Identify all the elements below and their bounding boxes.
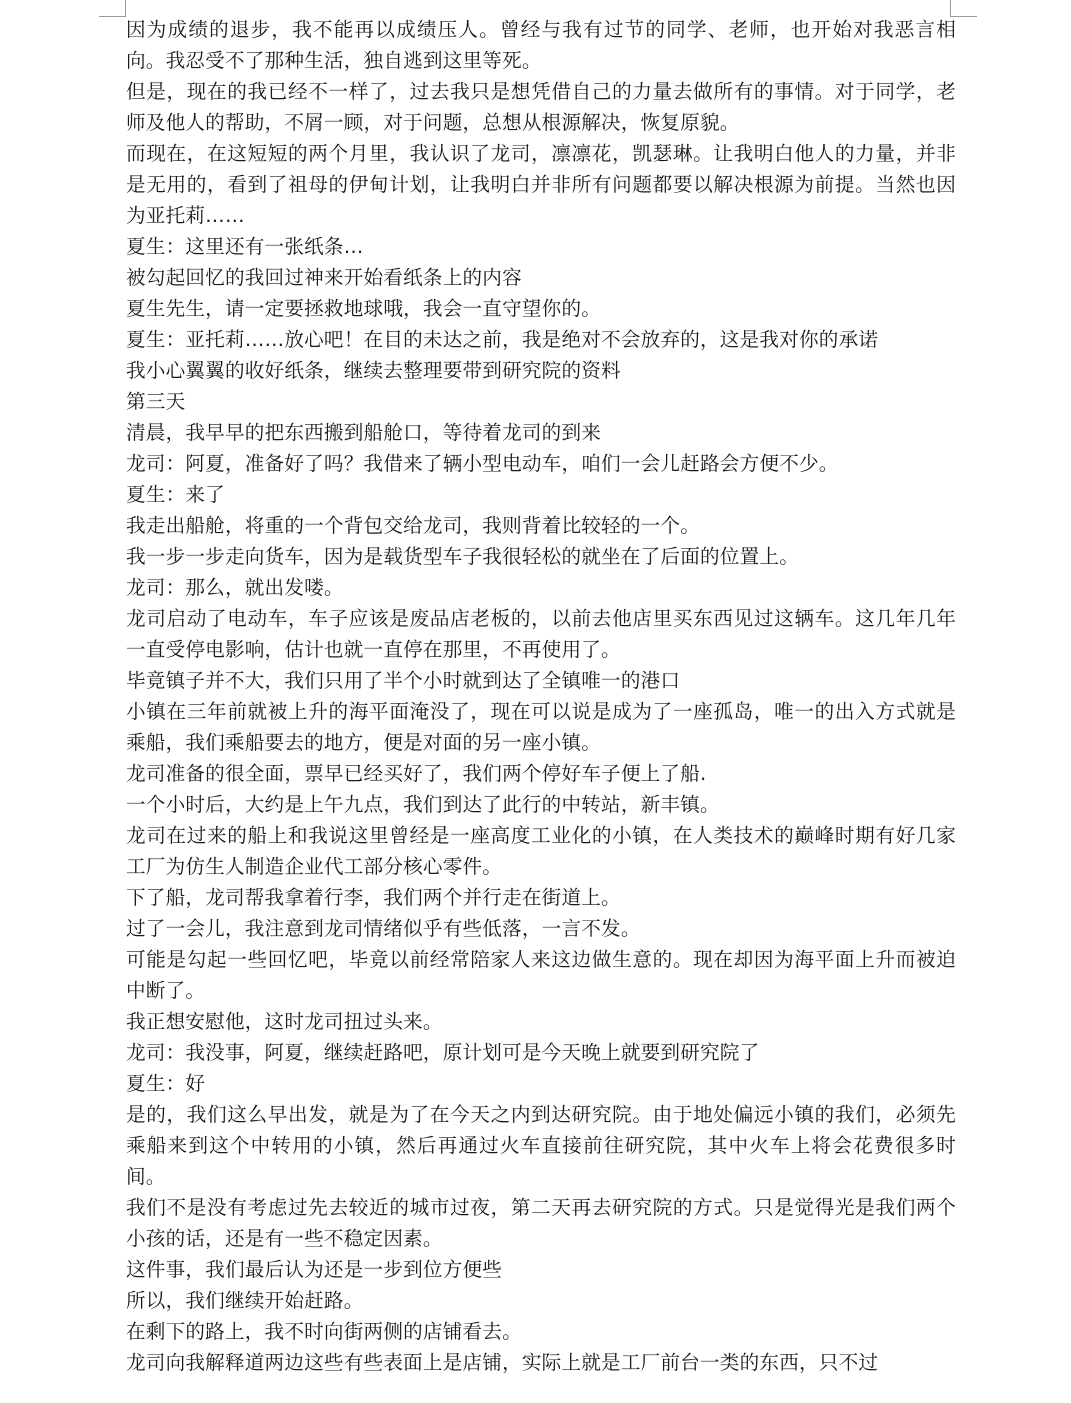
chapter-heading: 第三天 bbox=[126, 390, 186, 413]
document-text-body bbox=[126, 14, 956, 1378]
paragraph: 龙司向我解释道两边这些有些表面上是店铺，实际上就是工厂前台一类的东西，只不过 bbox=[126, 1351, 879, 1374]
paragraph: 清晨，我早早的把东西搬到船舱口，等待着龙司的到来 bbox=[126, 421, 602, 444]
paragraph: 但是，现在的我已经不一样了，过去我只是想凭借自己的力量去做所有的事情。对于同学，老师及他人的帮助，不屑一顾，对于问题，总想从根源解决，恢复原貌。 bbox=[126, 80, 956, 134]
dialogue-line: 夏生：来了 bbox=[126, 483, 225, 506]
paragraph: 被勾起回忆的我回过神来开始看纸条上的内容 bbox=[126, 266, 522, 289]
paragraph: 我一步一步走向货车，因为是载货型车子我很轻松的就坐在了后面的位置上。 bbox=[126, 545, 799, 568]
paragraph: 而现在，在这短短的两个月里，我认识了龙司，凛凛花，凯瑟琳。让我明白他人的力量，并非是无用的，看到了祖母的伊甸计划，让我明白并非所有问题都要以解决根源为前提。当然也因为亚托莉…… bbox=[126, 142, 956, 227]
dialogue-line: 夏生：这里还有一张纸条… bbox=[126, 235, 364, 258]
paragraph: 一个小时后，大约是上午九点，我们到达了此行的中转站，新丰镇。 bbox=[126, 793, 720, 816]
paragraph: 过了一会儿，我注意到龙司情绪似乎有些低落，一言不发。 bbox=[126, 917, 641, 940]
paragraph: 龙司准备的很全面，票早已经买好了，我们两个停好车子便上了船. bbox=[126, 762, 707, 785]
dialogue-line: 龙司：我没事，阿夏，继续赶路吧，原计划可是今天晚上就要到研究院了 bbox=[126, 1041, 760, 1064]
paragraph: 因为成绩的退步，我不能再以成绩压人。曾经与我有过节的同学、老师，也开始对我恶言相向。我忍受不了那种生活，独自逃到这里等死。 bbox=[126, 18, 956, 72]
paragraph: 我们不是没有考虑过先去较近的城市过夜，第二天再去研究院的方式。只是觉得光是我们两个小孩的话，还是有一些不稳定因素。 bbox=[126, 1196, 956, 1250]
paragraph: 我正想安慰他，这时龙司扭过头来。 bbox=[126, 1010, 443, 1033]
paragraph: 我走出船舱，将重的一个背包交给龙司，我则背着比较轻的一个。 bbox=[126, 514, 701, 537]
dialogue-line: 龙司：那么，就出发喽。 bbox=[126, 576, 344, 599]
paragraph: 毕竟镇子并不大，我们只用了半个小时就到达了全镇唯一的港口 bbox=[126, 669, 681, 692]
paragraph: 是的，我们这么早出发，就是为了在今天之内到达研究院。由于地处偏远小镇的我们，必须先乘船来到这个中转用的小镇，然后再通过火车直接前往研究院，其中火车上将会花费很多时间。 bbox=[126, 1103, 956, 1188]
paragraph: 龙司在过来的船上和我说这里曾经是一座高度工业化的小镇，在人类技术的巅峰时期有好几家工厂为仿生人制造企业代工部分核心零件。 bbox=[126, 824, 956, 878]
paragraph: 下了船，龙司帮我拿着行李，我们两个并行走在街道上。 bbox=[126, 886, 621, 909]
paragraph: 可能是勾起一些回忆吧，毕竟以前经常陪家人来这边做生意的。现在却因为海平面上升而被迫中断了。 bbox=[126, 948, 956, 1002]
paragraph: 龙司启动了电动车，车子应该是废品店老板的，以前去他店里买东西见过这辆车。这几年几年一直受停电影响，估计也就一直停在那里，不再使用了。 bbox=[126, 607, 956, 661]
paragraph: 我小心翼翼的收好纸条，继续去整理要带到研究院的资料 bbox=[126, 359, 621, 382]
paragraph: 所以，我们继续开始赶路。 bbox=[126, 1289, 364, 1312]
dialogue-line: 龙司：阿夏，准备好了吗？我借来了辆小型电动车，咱们一会儿赶路会方便不少。 bbox=[126, 452, 839, 475]
paragraph: 这件事，我们最后认为还是一步到位方便些 bbox=[126, 1258, 503, 1281]
paragraph: 在剩下的路上，我不时向街两侧的店铺看去。 bbox=[126, 1320, 522, 1343]
paragraph: 小镇在三年前就被上升的海平面淹没了，现在可以说是成为了一座孤岛，唯一的出入方式就是乘船，我们乘船要去的地方，便是对面的另一座小镇。 bbox=[126, 700, 956, 754]
dialogue-line: 夏生：亚托莉……放心吧！在目的未达之前，我是绝对不会放弃的，这是我对你的承诺 bbox=[126, 328, 879, 351]
note-text: 夏生先生，请一定要拯救地球哦，我会一直守望你的。 bbox=[126, 297, 602, 320]
dialogue-line: 夏生：好 bbox=[126, 1072, 206, 1095]
page-corner-mark-top-left bbox=[99, 0, 126, 17]
